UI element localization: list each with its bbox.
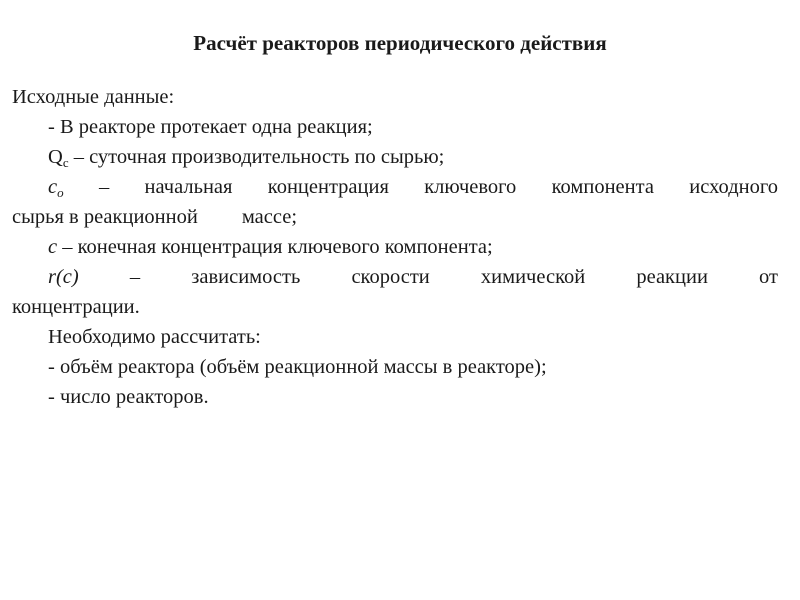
given-header: Исходные данные: (12, 86, 175, 108)
rc-symbol: r(c) (48, 266, 79, 288)
final-concentration-line (12, 232, 778, 262)
c0-continuation-part2: массе; (241, 206, 298, 228)
calc-header: Необходимо рассчитать: (48, 326, 261, 348)
c0-description: – начальная концентрация ключевого компонента исходного (63, 176, 778, 198)
c-description: – конечная концентрация ключевого компонента; (57, 236, 493, 258)
qc-subscript: c (62, 155, 69, 170)
daily-capacity-line (12, 142, 778, 172)
slide-body (12, 82, 778, 412)
initial-concentration-line (12, 172, 778, 202)
reaction-count-line: - В реакторе протекает одна реакция; (48, 116, 373, 138)
c-symbol: c (48, 236, 58, 258)
c0-subscript: o (57, 185, 64, 200)
calc-volume-line: - объём реактора (объём реакционной массы в реакторе); (48, 356, 547, 378)
c0-symbol: c (48, 176, 58, 198)
slide-title: Расчёт реакторов периодического действия (193, 31, 607, 55)
qc-symbol: Q (48, 146, 63, 168)
calc-count-line: - число реакторов. (48, 386, 209, 408)
c0-continuation-part1: сырья в реакционной (12, 206, 198, 228)
rate-dependence-line (12, 262, 778, 292)
rc-description: – зависимость скорости химической реакции от (78, 266, 778, 288)
rate-dependence-continuation: концентрации. (12, 296, 140, 318)
qc-description: – суточная производительность по сырью; (68, 146, 445, 168)
initial-concentration-continuation (12, 202, 778, 232)
